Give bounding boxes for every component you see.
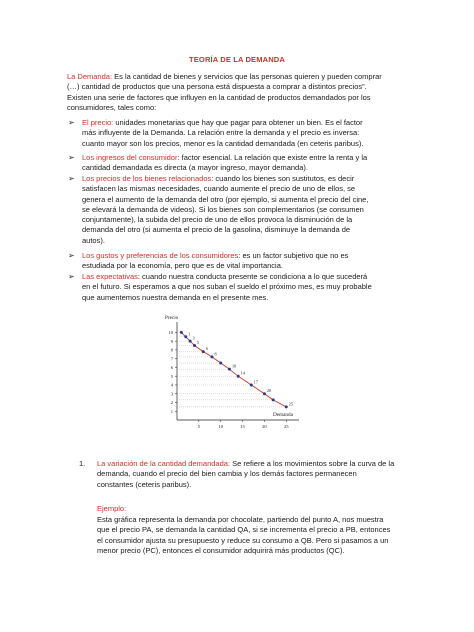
section-number: 1. xyxy=(79,459,86,468)
data-point xyxy=(263,392,266,395)
arrow-bullet-icon: ➢ xyxy=(68,251,75,260)
data-point xyxy=(210,355,213,358)
bullet-text: : factor esencial. La relación que existe entre la renta y la cantidad demandada es directa (a mayor ingreso, mayor demanda). xyxy=(82,153,368,173)
bullet-text: : cuando los bienes son sustitutos, es decir satisfacen las mismas necesidades, cuando aumente el precio de uno de ellos, se genera el aumento de la demanda del otro (por ejemplo, si aumenta el precio del cine, se elevará la demanda de videos). Si los bienes son complementarios (se consumen conjuntamente), la subida del precio de uno de ellos provoca la disminución de la demanda del otro (si aumenta el precio de la gasolina, disminuye la demanda de autos). xyxy=(82,174,369,245)
bullet-text: unidades monetarias que hay que pagar para obtener un bien. Es el factor más influyente de la Demanda. La relación entre la demanda y el precio es inversa: cuanto mayor son los precios, menor es la cantidad demandada (en ceteris paribus). xyxy=(82,118,364,148)
y-tick-label: 2 xyxy=(170,400,173,406)
bullet-term: Los gustos y preferencias de los consumidores xyxy=(82,251,239,260)
y-tick-label: 7 xyxy=(170,356,173,362)
intro-term: La Demanda: xyxy=(67,72,113,81)
y-tick-label: 3 xyxy=(170,391,173,397)
data-point-label: 17 xyxy=(253,379,258,385)
bullet-term: Los precios de los bienes relacionados xyxy=(82,174,212,183)
arrow-bullet-icon: ➢ xyxy=(68,272,75,281)
data-point xyxy=(219,362,222,365)
data-point xyxy=(184,335,187,338)
data-point-label: 25 xyxy=(288,401,293,407)
data-point xyxy=(180,331,183,334)
data-point-label: 5 xyxy=(196,340,200,346)
bullet-text: : cuando nuestra conducta presente se condiciona a lo que sucederá en el futuro. Si esperamos a que nos suban el sueldo el próximo mes, es muy probable que aumentemos nuestra demanda en el presente mes. xyxy=(82,272,372,302)
section-variacion xyxy=(97,459,395,490)
bullet-precio xyxy=(68,118,372,149)
example-heading: Ejemplo: xyxy=(97,504,127,513)
data-point-label: 8 xyxy=(214,351,217,357)
arrow-bullet-icon: ➢ xyxy=(68,153,75,162)
bullet-text: : es un factor subjetivo que no es estudiada por la economía, pero que es de vital importancia. xyxy=(82,251,349,271)
data-point-label: 3 xyxy=(192,335,195,341)
data-point-label: 6 xyxy=(205,346,208,352)
x-tick-label: 25 xyxy=(283,424,289,429)
data-point xyxy=(250,383,253,386)
data-point xyxy=(193,344,196,347)
data-point xyxy=(202,350,205,353)
document-title: TEORÍA DE LA DEMANDA xyxy=(189,55,285,64)
arrow-bullet-icon: ➢ xyxy=(68,174,75,183)
data-point xyxy=(189,340,192,343)
arrow-bullet-icon: ➢ xyxy=(68,118,75,127)
section-text: Se refiere a los movimientos sobre la curva de la demanda, cuando el precio del bien cambia y los demás factores permanecen constantes (ceteris paribus). xyxy=(97,459,395,489)
bullet-term: Las expectativas xyxy=(82,272,138,281)
x-tick-label: 15 xyxy=(240,424,245,429)
intro-paragraph xyxy=(67,72,385,113)
data-point xyxy=(285,405,288,408)
data-point-label: 10 xyxy=(231,363,237,369)
data-point-label: 20 xyxy=(266,388,272,394)
y-tick-label: 6 xyxy=(170,365,173,371)
x-tick-label: 20 xyxy=(262,424,267,429)
x-tick-label: 10 xyxy=(218,424,224,429)
y-tick-label: 4 xyxy=(170,382,173,388)
section-term: La variación de la cantidad demandada: xyxy=(97,459,231,468)
y-axis-label: Precio xyxy=(165,315,179,321)
demand-curve-chart xyxy=(155,310,305,440)
example-text: Esta gráfica representa la demanda por chocolate, partiendo del punto A, nos muestra que el precio PA, se demanda la cantidad QA, si se incrementa el precio a PB, entonces el consumidor ajusta su presupuesto y reduce su consumo a QB. Pero si pasamos a un menor precio (PC), entonces el consumidor adquirirá más productos (QC). xyxy=(97,515,391,555)
bullet-expectativas xyxy=(68,272,372,303)
bullet-term: Los ingresos del consumidor xyxy=(82,153,178,162)
bullet-term: El precio: xyxy=(82,118,114,127)
y-tick-label: 10 xyxy=(168,330,173,336)
x-tick-label: 5 xyxy=(197,424,201,429)
y-tick-label: 5 xyxy=(170,373,173,379)
bullet-gustos xyxy=(68,251,372,272)
bullet-bienes-relacionados xyxy=(68,174,372,246)
data-point-label: 14 xyxy=(240,370,245,376)
y-tick-label: 1 xyxy=(170,408,173,414)
intro-text: Es la cantidad de bienes y servicios que las personas quieren y pueden comprar (…) cantidad de productos que una persona está dispuesta a comprar a distintos precios”. Existen una serie de factores que influyen en la cantidad de productos demandados por los consumidores, tales como: xyxy=(67,72,382,112)
bullet-ingresos xyxy=(68,153,372,174)
data-point-label: 1 xyxy=(188,331,191,337)
y-tick-label: 9 xyxy=(170,338,173,344)
data-point xyxy=(272,398,275,401)
x-axis-label: Demanda xyxy=(273,412,293,418)
y-tick-label: 8 xyxy=(170,347,173,353)
data-point xyxy=(237,375,240,378)
data-point xyxy=(228,368,231,371)
